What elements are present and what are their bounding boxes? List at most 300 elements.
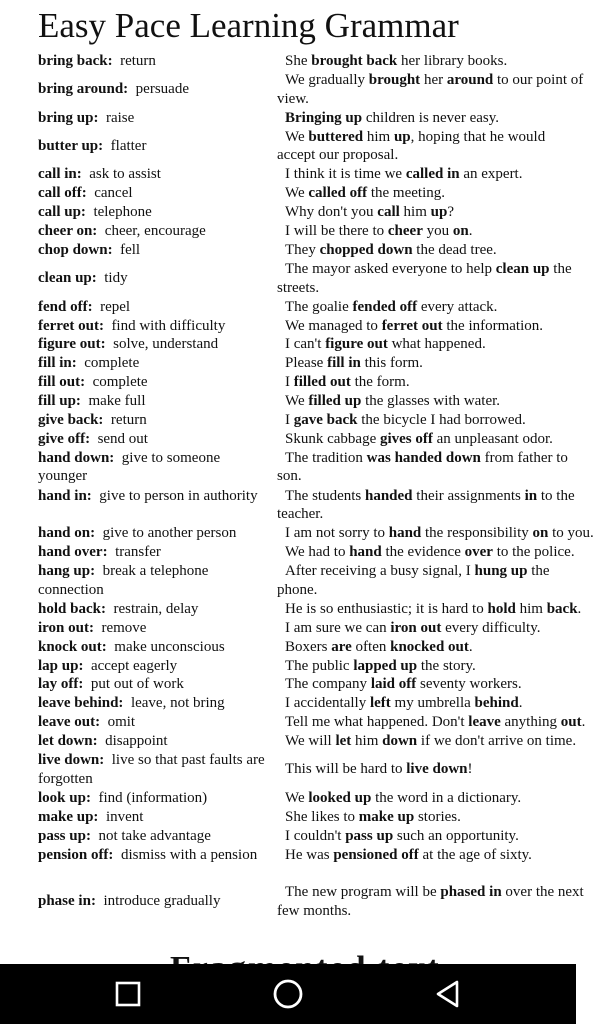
verb-row bbox=[0, 298, 576, 317]
example-text: this form. bbox=[360, 355, 423, 372]
example-highlight: call bbox=[377, 204, 400, 221]
phrasal-verb: pass up: bbox=[38, 827, 91, 844]
example-highlight: gives off bbox=[379, 430, 433, 447]
example-text: Please bbox=[285, 355, 328, 372]
phrasal-verb: hand over: bbox=[38, 544, 108, 561]
example-sentence bbox=[277, 619, 587, 638]
example-text: seventy workers. bbox=[416, 676, 522, 693]
verb-definition bbox=[38, 827, 270, 846]
example-sentence bbox=[277, 241, 587, 260]
example-text: Boxers bbox=[285, 638, 332, 655]
verb-definition bbox=[38, 241, 270, 260]
verb-row bbox=[0, 732, 576, 751]
verb-definition bbox=[38, 165, 270, 184]
example-sentence bbox=[277, 430, 587, 449]
verb-definition bbox=[38, 892, 270, 911]
example-text: the glasses with water. bbox=[361, 393, 501, 410]
example-text: Why don't you bbox=[285, 204, 378, 221]
example-text: such an opportunity. bbox=[393, 827, 519, 844]
verb-meaning: restrain, delay bbox=[113, 600, 199, 617]
verb-row bbox=[0, 675, 576, 694]
verb-row bbox=[0, 789, 576, 808]
example-text: After receiving a busy signal, I bbox=[285, 563, 475, 580]
verb-definition bbox=[38, 335, 270, 354]
verb-meaning: omit bbox=[107, 714, 136, 731]
recents-button[interactable] bbox=[106, 976, 150, 1012]
example-highlight: over bbox=[464, 544, 493, 561]
example-text: . bbox=[577, 600, 582, 617]
verb-definition bbox=[38, 562, 270, 599]
verb-definition bbox=[38, 184, 270, 203]
example-text: I will be there to bbox=[285, 223, 388, 240]
phrasal-verb: pension off: bbox=[38, 846, 114, 863]
example-highlight: are bbox=[331, 638, 352, 655]
phrasal-verb: give off: bbox=[38, 430, 91, 447]
example-highlight: knocked out bbox=[390, 638, 469, 655]
verb-row bbox=[0, 222, 576, 241]
example-highlight: brought bbox=[368, 71, 421, 88]
example-sentence bbox=[277, 222, 587, 241]
example-text: ! bbox=[467, 761, 473, 778]
verb-row bbox=[0, 430, 576, 449]
verb-row bbox=[0, 883, 584, 921]
example-text: We bbox=[285, 393, 309, 410]
verb-row bbox=[0, 487, 576, 525]
example-highlight: up bbox=[430, 204, 448, 221]
example-sentence bbox=[277, 298, 587, 317]
phrasal-verb: iron out: bbox=[38, 619, 94, 636]
verb-definition bbox=[38, 269, 270, 288]
example-sentence bbox=[277, 109, 587, 128]
example-text: the bicycle I had borrowed. bbox=[357, 411, 526, 428]
example-text: anything bbox=[500, 714, 561, 731]
example-highlight: down bbox=[382, 733, 418, 750]
home-button[interactable] bbox=[266, 976, 310, 1012]
example-text: I accidentally bbox=[285, 695, 370, 712]
phrasal-verb: phase in: bbox=[38, 893, 96, 910]
example-sentence bbox=[277, 449, 587, 486]
example-highlight: out bbox=[560, 714, 582, 731]
back-button[interactable] bbox=[426, 976, 470, 1012]
example-highlight: phased in bbox=[440, 884, 502, 901]
verb-row bbox=[0, 524, 594, 543]
example-highlight: around bbox=[446, 71, 494, 88]
verb-row bbox=[0, 52, 576, 71]
verb-definition bbox=[38, 732, 270, 751]
phrasal-verb: leave out: bbox=[38, 714, 101, 731]
verb-row bbox=[0, 71, 584, 109]
example-sentence bbox=[277, 694, 587, 713]
example-sentence bbox=[277, 487, 587, 524]
example-text: what happened. bbox=[387, 336, 486, 353]
example-text: He was bbox=[285, 846, 334, 863]
example-text: him bbox=[515, 600, 547, 617]
example-text: an unpleasant odor. bbox=[432, 430, 553, 447]
example-sentence bbox=[277, 354, 587, 373]
example-text: We managed to bbox=[285, 317, 382, 334]
example-text: the form. bbox=[350, 374, 410, 391]
verb-meaning: leave, not bring bbox=[130, 695, 225, 712]
example-sentence bbox=[277, 260, 587, 297]
example-text: every attack. bbox=[417, 298, 498, 315]
example-highlight: in bbox=[524, 487, 538, 504]
verb-definition bbox=[38, 298, 270, 317]
verb-row bbox=[0, 373, 576, 392]
verb-meaning: persuade bbox=[135, 80, 189, 97]
verb-meaning: send out bbox=[97, 430, 148, 447]
verb-meaning: tidy bbox=[104, 269, 128, 286]
example-highlight: hung up bbox=[474, 563, 528, 580]
verb-meaning: break a telephone connection bbox=[38, 563, 209, 598]
verb-definition bbox=[38, 751, 270, 788]
example-sentence bbox=[277, 883, 587, 920]
verb-meaning: ask to assist bbox=[89, 166, 161, 183]
example-text: The students bbox=[285, 487, 365, 504]
example-text: The mayor asked everyone to help bbox=[285, 260, 496, 277]
verb-meaning: telephone bbox=[93, 204, 152, 221]
example-text: an expert. bbox=[459, 166, 523, 183]
verb-row bbox=[0, 128, 576, 166]
example-text: We bbox=[285, 789, 309, 806]
example-highlight: pensioned off bbox=[333, 846, 419, 863]
example-text: the story. bbox=[417, 657, 476, 674]
verb-meaning: flatter bbox=[110, 137, 147, 154]
verb-meaning: give to another person bbox=[102, 525, 237, 542]
verb-definition bbox=[38, 619, 270, 638]
example-text: him bbox=[351, 733, 383, 750]
example-text: stories. bbox=[414, 808, 461, 825]
verb-row bbox=[0, 411, 576, 430]
example-highlight: looked up bbox=[308, 789, 372, 806]
phrasal-verb: hold back: bbox=[38, 600, 106, 617]
verb-meaning: repel bbox=[100, 298, 131, 315]
phrasal-verb: lap up: bbox=[38, 657, 84, 674]
verb-meaning: find (information) bbox=[98, 789, 208, 806]
example-sentence bbox=[277, 543, 587, 562]
phrasal-verb: hang up: bbox=[38, 563, 96, 580]
example-text: the dead tree. bbox=[412, 241, 497, 258]
verb-definition bbox=[38, 675, 270, 694]
verb-meaning: transfer bbox=[115, 544, 161, 561]
example-highlight: was handed down bbox=[366, 449, 481, 466]
example-text: . bbox=[581, 714, 586, 731]
example-highlight: back bbox=[546, 600, 578, 617]
example-sentence bbox=[277, 675, 587, 694]
example-sentence bbox=[277, 373, 587, 392]
verb-row bbox=[0, 241, 576, 260]
verb-row bbox=[0, 392, 576, 411]
example-highlight: filled out bbox=[293, 374, 351, 391]
example-text: to the police. bbox=[492, 544, 575, 561]
example-highlight: filled up bbox=[308, 393, 362, 410]
example-highlight: make up bbox=[358, 808, 415, 825]
verb-definition bbox=[38, 80, 270, 99]
verb-row bbox=[0, 846, 576, 884]
example-text: to you. bbox=[548, 525, 594, 542]
example-text: We bbox=[285, 185, 309, 202]
example-text: if we don't arrive on time. bbox=[417, 733, 577, 750]
phrasal-verb: knock out: bbox=[38, 638, 107, 655]
verb-row bbox=[0, 619, 576, 638]
example-text: the streets. bbox=[277, 260, 572, 296]
verb-meaning: find with difficulty bbox=[111, 317, 226, 334]
phrasal-verb: hand down: bbox=[38, 449, 115, 466]
verb-definition bbox=[38, 600, 270, 619]
verb-definition bbox=[38, 808, 270, 827]
example-highlight: handed bbox=[365, 487, 413, 504]
verb-definition bbox=[38, 354, 270, 373]
example-highlight: on bbox=[452, 223, 469, 240]
phrasal-verb: fill up: bbox=[38, 393, 81, 410]
verb-row bbox=[0, 165, 576, 184]
phrasal-verb: let down: bbox=[38, 733, 98, 750]
example-text: I couldn't bbox=[285, 827, 346, 844]
example-text: the information. bbox=[442, 317, 544, 334]
phrasal-verb: chop down: bbox=[38, 241, 113, 258]
example-text: We will bbox=[285, 733, 336, 750]
example-highlight: left bbox=[369, 695, 391, 712]
phrasal-verb: live down: bbox=[38, 752, 105, 769]
verb-row bbox=[0, 449, 576, 487]
verb-definition bbox=[38, 694, 270, 713]
phrasal-verb: bring up: bbox=[38, 109, 99, 126]
example-text: The company bbox=[285, 676, 371, 693]
example-text: . bbox=[518, 695, 523, 712]
phrasal-verb: fill in: bbox=[38, 355, 77, 372]
verb-meaning: complete bbox=[92, 374, 148, 391]
phrasal-verb: clean up: bbox=[38, 269, 97, 286]
verb-definition bbox=[38, 430, 270, 449]
verb-row bbox=[0, 827, 576, 846]
verb-meaning: solve, understand bbox=[113, 336, 219, 353]
example-text: The goalie bbox=[285, 298, 353, 315]
example-text: the word in a dictionary. bbox=[371, 789, 522, 806]
phrasal-verb: call in: bbox=[38, 166, 82, 183]
example-sentence bbox=[277, 128, 587, 165]
example-sentence bbox=[277, 713, 587, 732]
example-text: to the teacher. bbox=[277, 487, 575, 523]
example-text: her bbox=[420, 71, 447, 88]
verb-definition bbox=[38, 713, 270, 732]
phrasal-verb: bring around: bbox=[38, 80, 129, 97]
verb-meaning: dismiss with a pension bbox=[120, 846, 258, 863]
example-text: We bbox=[285, 128, 309, 145]
example-text: my umbrella bbox=[390, 695, 475, 712]
android-nav-bar bbox=[0, 964, 576, 1024]
verb-row bbox=[0, 713, 586, 732]
example-text: I am not sorry to bbox=[285, 525, 389, 542]
example-sentence bbox=[277, 165, 587, 184]
example-highlight: buttered bbox=[308, 128, 364, 145]
phrasal-verb: leave behind: bbox=[38, 695, 124, 712]
verb-definition bbox=[38, 789, 270, 808]
verb-row bbox=[0, 543, 576, 562]
example-text: The new program will be bbox=[285, 884, 441, 901]
verb-row bbox=[0, 260, 576, 298]
example-text: the evidence bbox=[381, 544, 465, 561]
verb-meaning: return bbox=[120, 53, 156, 69]
verb-definition bbox=[38, 487, 270, 506]
verb-meaning: make unconscious bbox=[114, 638, 225, 655]
example-text: from father to son. bbox=[277, 449, 568, 485]
verb-meaning: return bbox=[110, 411, 147, 428]
verb-row bbox=[0, 203, 576, 222]
verb-meaning: not take advantage bbox=[98, 827, 211, 844]
verb-meaning: put out of work bbox=[90, 676, 184, 693]
verb-meaning: raise bbox=[105, 109, 135, 126]
verb-meaning: fell bbox=[120, 241, 141, 258]
verb-meaning: complete bbox=[84, 355, 140, 372]
verb-definition bbox=[38, 638, 270, 657]
verb-meaning: cheer, encourage bbox=[104, 223, 206, 240]
example-highlight: hand bbox=[388, 525, 422, 542]
verb-row bbox=[0, 562, 576, 600]
page-title: Easy Pace Learning Grammar bbox=[38, 6, 459, 45]
example-highlight: figure out bbox=[325, 336, 388, 353]
example-highlight: fended off bbox=[352, 298, 418, 315]
example-text: I can't bbox=[285, 336, 326, 353]
phrasal-verb: figure out: bbox=[38, 336, 106, 353]
triangle-back-icon bbox=[433, 979, 463, 1009]
example-sentence bbox=[277, 562, 587, 599]
example-highlight: let bbox=[335, 733, 352, 750]
example-sentence bbox=[277, 392, 587, 411]
example-text: at the age of sixty. bbox=[418, 846, 532, 863]
example-highlight: hand bbox=[349, 544, 382, 561]
example-highlight: clean up bbox=[495, 260, 550, 277]
example-highlight: called off bbox=[308, 185, 368, 202]
phrasal-verb: lay off: bbox=[38, 676, 84, 693]
example-text: to our point of view. bbox=[277, 71, 584, 107]
verb-row bbox=[0, 751, 576, 789]
verb-definition bbox=[38, 392, 270, 411]
example-text: The tradition bbox=[285, 449, 367, 466]
example-sentence bbox=[277, 203, 587, 222]
example-highlight: pass up bbox=[345, 827, 394, 844]
verb-meaning: cancel bbox=[94, 185, 133, 202]
phrasal-verb: make up: bbox=[38, 808, 99, 825]
example-text: him bbox=[363, 128, 394, 145]
verb-meaning: live so that past faults are forgotten bbox=[38, 752, 265, 787]
verb-definition bbox=[38, 846, 270, 865]
example-highlight: called in bbox=[405, 166, 460, 183]
example-highlight: iron out bbox=[390, 619, 442, 636]
example-sentence bbox=[277, 524, 594, 543]
example-text: Tell me what happened. Don't bbox=[285, 714, 469, 731]
verb-definition bbox=[38, 203, 270, 222]
example-text: often bbox=[351, 638, 391, 655]
verb-definition bbox=[38, 524, 270, 543]
example-text: I think it is time we bbox=[285, 166, 406, 183]
verb-row bbox=[0, 657, 576, 676]
verb-definition bbox=[38, 543, 270, 562]
example-sentence bbox=[277, 335, 587, 354]
example-text: She likes to bbox=[285, 808, 359, 825]
square-icon bbox=[114, 980, 142, 1008]
example-highlight: hold bbox=[487, 600, 516, 617]
verb-row bbox=[0, 109, 576, 128]
example-highlight: live down bbox=[406, 761, 468, 778]
verb-meaning: introduce gradually bbox=[103, 893, 221, 910]
phrasal-verb: hand in: bbox=[38, 487, 92, 504]
example-sentence bbox=[277, 317, 587, 336]
verb-meaning: give to person in authority bbox=[99, 487, 258, 504]
example-highlight: gave back bbox=[293, 411, 358, 428]
phrasal-verb: cheer on: bbox=[38, 223, 98, 240]
example-sentence bbox=[277, 657, 587, 676]
example-text: I bbox=[285, 411, 294, 428]
example-text: Skunk cabbage bbox=[285, 430, 380, 447]
example-text: her library books. bbox=[397, 53, 508, 69]
verb-definition bbox=[38, 52, 270, 71]
example-highlight: behind bbox=[474, 695, 519, 712]
example-text: I bbox=[285, 374, 294, 391]
verb-row bbox=[0, 317, 576, 336]
example-highlight: cheer bbox=[387, 223, 423, 240]
example-text: This will be hard to bbox=[285, 761, 407, 778]
example-sentence bbox=[277, 808, 587, 827]
example-text: over the next few months. bbox=[277, 884, 584, 920]
example-text: We had to bbox=[285, 544, 350, 561]
verb-meaning: give to someone younger bbox=[38, 449, 221, 485]
verb-definition bbox=[38, 657, 270, 676]
phrasal-verb: look up: bbox=[38, 789, 91, 806]
verb-definition bbox=[38, 109, 270, 128]
example-text: She bbox=[285, 53, 312, 69]
example-sentence bbox=[277, 760, 587, 779]
example-sentence bbox=[277, 732, 587, 751]
verb-meaning: invent bbox=[105, 808, 144, 825]
example-text: He is so enthusiastic; it is hard to bbox=[285, 600, 488, 617]
phrasal-verb: call up: bbox=[38, 204, 86, 221]
verb-row bbox=[0, 600, 582, 619]
verb-definition bbox=[38, 449, 270, 486]
example-sentence bbox=[277, 638, 587, 657]
example-highlight: up bbox=[393, 128, 411, 145]
example-text: you bbox=[422, 223, 453, 240]
verb-row bbox=[0, 354, 576, 373]
example-highlight: leave bbox=[468, 714, 501, 731]
example-sentence bbox=[277, 52, 587, 71]
example-text: their assignments bbox=[412, 487, 525, 504]
verb-meaning: disappoint bbox=[105, 733, 168, 750]
example-text: , hoping that he would accept our proposal. bbox=[277, 128, 546, 164]
verb-row bbox=[0, 184, 576, 203]
verb-definition bbox=[38, 411, 270, 430]
verb-row bbox=[0, 638, 576, 657]
example-text: . bbox=[468, 223, 473, 240]
example-highlight: chopped down bbox=[319, 241, 413, 258]
phrasal-verb: ferret out: bbox=[38, 317, 104, 334]
example-highlight: lapped up bbox=[353, 657, 418, 674]
example-text: I am sure we can bbox=[285, 619, 391, 636]
example-text: him bbox=[399, 204, 431, 221]
verb-row bbox=[0, 694, 576, 713]
verb-row bbox=[0, 808, 576, 827]
phrasal-verb: butter up: bbox=[38, 137, 104, 154]
example-text: ? bbox=[447, 204, 454, 221]
phrasal-verb: bring back: bbox=[38, 53, 113, 69]
verb-meaning: remove bbox=[101, 619, 147, 636]
verb-definition bbox=[38, 222, 270, 241]
example-text: . bbox=[468, 638, 473, 655]
example-highlight: on bbox=[532, 525, 549, 542]
phrasal-verb: fill out: bbox=[38, 374, 86, 391]
example-text: They bbox=[285, 241, 320, 258]
example-text: children is never easy. bbox=[362, 109, 500, 126]
circle-icon bbox=[272, 978, 304, 1010]
example-sentence bbox=[277, 71, 587, 108]
